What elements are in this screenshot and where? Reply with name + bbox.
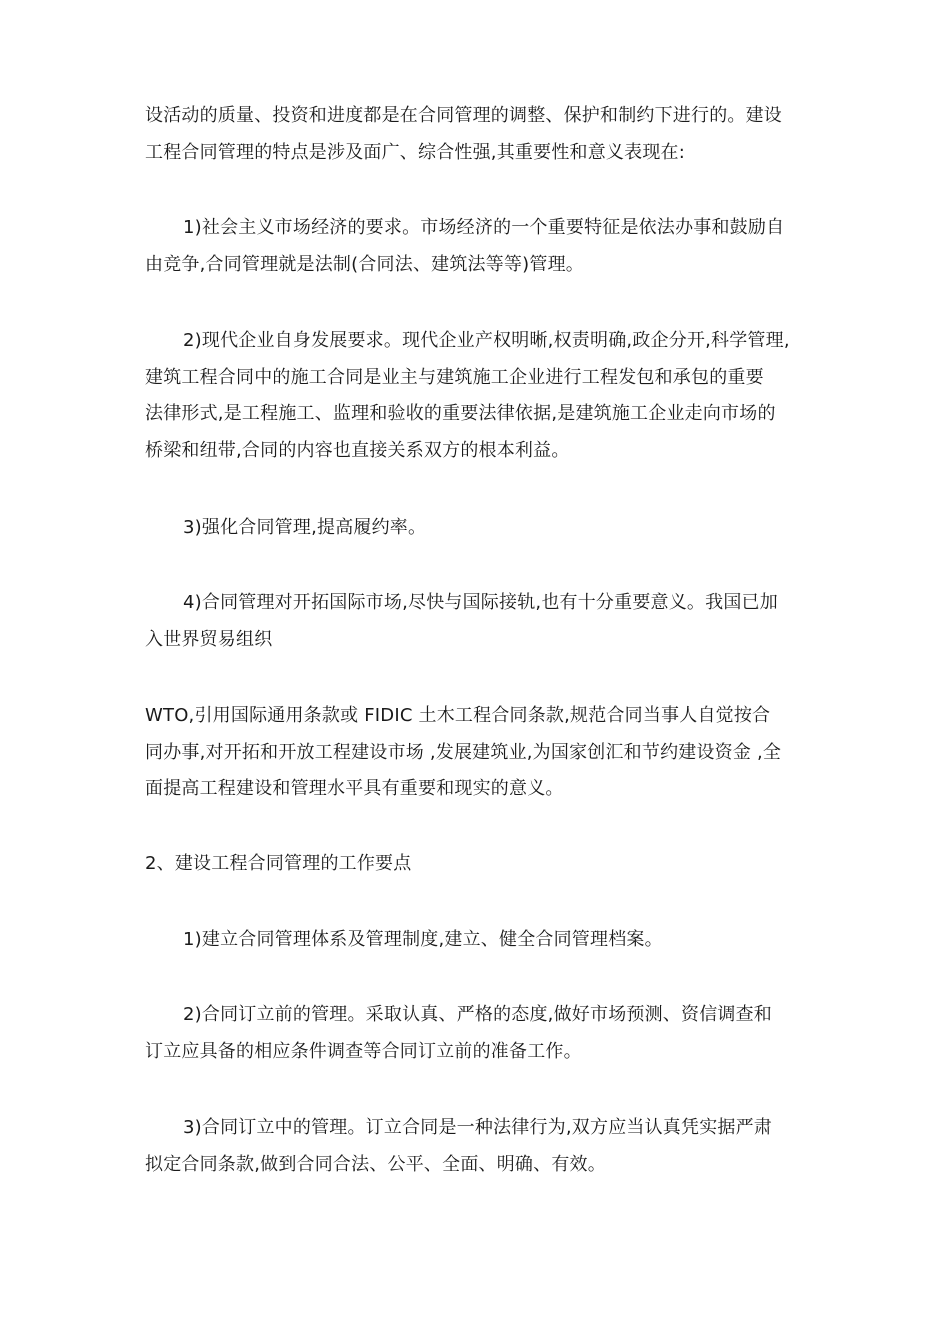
text-line: 1)建立合同管理体系及管理制度,建立、健全合同管理档案。	[183, 929, 663, 950]
paragraph-work-point-1	[145, 922, 810, 959]
paragraph-point-3	[145, 510, 810, 547]
paragraph-point-4	[145, 585, 810, 658]
paragraph-intro	[145, 98, 810, 171]
text-line: 2)合同订立前的管理。采取认真、严格的态度,做好市场预测、资信调查和	[183, 1004, 772, 1025]
text-line: 建筑工程合同中的施工合同是业主与建筑施工企业进行工程发包和承包的重要	[145, 366, 764, 388]
text-line: 工程合同管理的特点是涉及面广、综合性强,其重要性和意义表现在:	[145, 141, 685, 163]
text-line: 法律形式,是工程施工、监理和验收的重要法律依据,是建筑施工企业走向市场的	[145, 403, 776, 424]
text-line: 拟定合同条款,做到合同合法、公平、全面、明确、有效。	[145, 1153, 606, 1175]
paragraph-point-2	[145, 323, 810, 469]
text-line: 设活动的质量、投资和进度都是在合同管理的调整、保护和制约下进行的。建设	[145, 105, 782, 126]
text-line: 同办事,对开拓和开放工程建设市场 ,发展建筑业,为国家创汇和节约建设资金 ,全	[145, 741, 782, 763]
text-line: WTO,引用国际通用条款或 FIDIC 土木工程合同条款,规范合同当事人自觉按合	[145, 705, 771, 726]
text-line: 2)现代企业自身发展要求。现代企业产权明晰,权责明确,政企分开,科学管理,	[183, 330, 790, 351]
text-line: 3)强化合同管理,提高履约率。	[183, 517, 427, 538]
text-line: 3)合同订立中的管理。订立合同是一种法律行为,双方应当认真凭实据严肃	[183, 1117, 772, 1138]
paragraph-work-point-3	[145, 1110, 810, 1183]
text-line: 订立应具备的相应条件调查等合同订立前的准备工作。	[145, 1040, 582, 1062]
paragraph-point-1	[145, 210, 810, 283]
text-line: 2、建设工程合同管理的工作要点	[145, 853, 412, 874]
text-line: 1)社会主义市场经济的要求。市场经济的一个重要特征是依法办事和鼓励自	[183, 217, 785, 238]
paragraph-work-point-2	[145, 997, 810, 1070]
section-heading	[145, 846, 810, 883]
text-line: 面提高工程建设和管理水平具有重要和现实的意义。	[145, 778, 564, 799]
text-line: 桥梁和纽带,合同的内容也直接关系双方的根本利益。	[145, 439, 570, 461]
text-line: 4)合同管理对开拓国际市场,尽快与国际接轨,也有十分重要意义。我国已加	[183, 592, 778, 613]
text-line: 入世界贸易组织	[145, 628, 273, 650]
text-line: 由竞争,合同管理就是法制(合同法、建筑法等等)管理。	[145, 253, 584, 275]
paragraph-wto	[145, 698, 810, 808]
